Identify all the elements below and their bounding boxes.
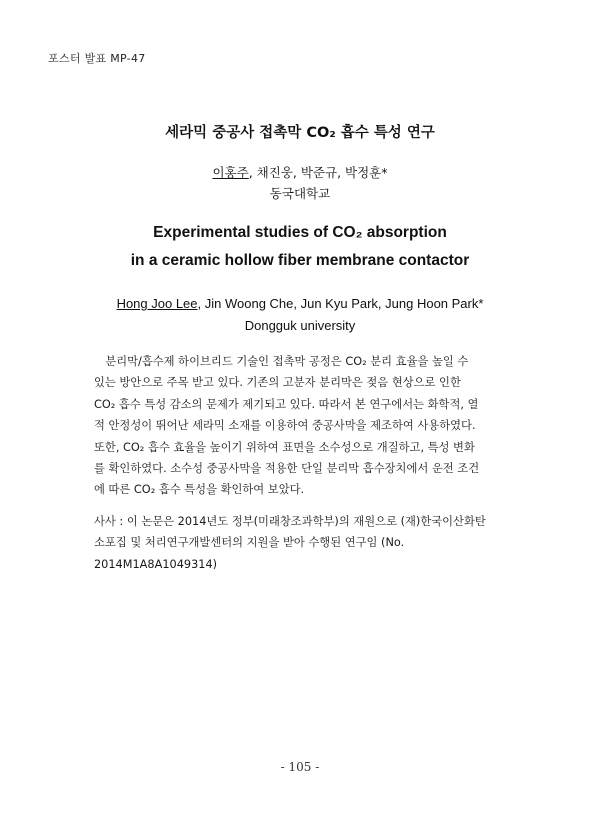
authors-korean xyxy=(0,163,600,181)
abstract-line: CO₂ 흡수 특성 감소의 문제가 제기되고 있다. 따라서 본 연구에서는 화학적, 열 xyxy=(94,397,479,411)
affiliation-english: Dongguk university xyxy=(244,318,356,333)
acknowledgement-line: 2014M1A8A1049314) xyxy=(94,557,218,571)
abstract-line: 적 안정성이 뛰어난 세라믹 소재를 이용하여 중공사막을 제조하여 사용하였다. xyxy=(94,419,476,433)
abstract-line: 에 따른 CO₂ 흡수 특성을 확인하여 보았다. xyxy=(94,483,305,497)
abstract-paragraph xyxy=(94,351,504,501)
abstract-line: 분리막/흡수제 하이브리드 기술인 접촉막 공정은 CO₂ 분리 효율을 높일 수 xyxy=(94,355,469,368)
coauthors-english: , Jin Woong Che, Jun Kyu Park, Jung Hoon Park* xyxy=(197,296,484,311)
title-english-line-1: Experimental studies of CO₂ absorption xyxy=(153,224,447,241)
poster-tag: 포스터 발표 MP-47 xyxy=(48,52,146,65)
acknowledgement-line: 사사 : 이 논문은 2014년도 정부(미래창조과학부)의 재원으로 (재)한국이산화탄 xyxy=(94,515,486,528)
abstract-line: 를 확인하였다. 소수성 중공사막을 적용한 단일 분리막 흡수장치에서 운전 조건 xyxy=(94,461,480,475)
title-english-line-2: in a ceramic hollow fiber membrane contactor xyxy=(130,252,470,269)
abstract-line: 있는 방안으로 주목 받고 있다. 기존의 고분자 분리막은 젖음 현상으로 인한 xyxy=(94,376,461,390)
page-number: - 105 - xyxy=(280,760,320,774)
coauthors-korean: , 채진웅, 박준규, 박정훈* xyxy=(248,165,388,180)
affiliation-korean: 동국대학교 xyxy=(269,186,331,201)
acknowledgement-line: 소포집 및 처리연구개발센터의 지원을 받아 수행된 연구임 (No. xyxy=(94,536,405,550)
presenter-name-english: Hong Joo Lee xyxy=(116,296,198,311)
abstract-line: 또한, CO₂ 흡수 효율을 높이기 위하여 표면을 소수성으로 개질하고, 특성 변화 xyxy=(94,440,475,454)
presenter-name-korean: 이홍주 xyxy=(212,165,249,180)
title-korean: 세라믹 중공사 접촉막 CO₂ 흡수 특성 연구 xyxy=(165,125,435,141)
acknowledgement-paragraph xyxy=(94,511,504,575)
authors-english xyxy=(0,296,600,311)
